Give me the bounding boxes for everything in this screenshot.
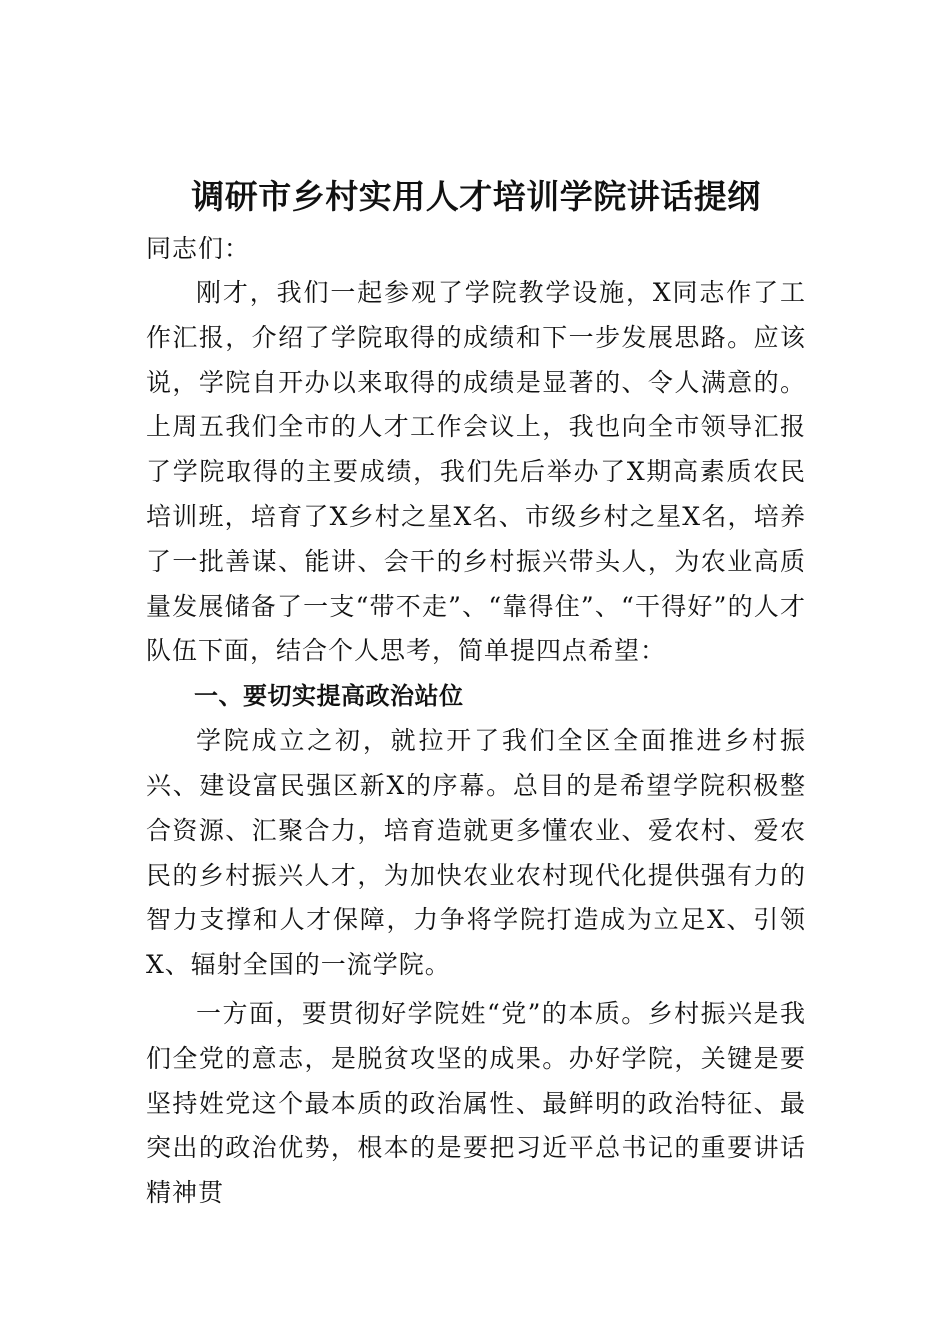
- document-body: [146, 168, 806, 1216]
- document-title: 调研市乡村实用人才培训学院讲话提纲: [191, 177, 761, 216]
- section1-paragraph-2: 一方面，要贯彻好学院姓“党”的本质。乡村振兴是我们全党的意志，是脱贫攻坚的成果。办好学院，关键是要坚持姓党这个最本质的政治属性、最鲜明的政治特征、最突出的政治优势，根本的是要把习近平总书记的重要讲话精神贯: [146, 998, 806, 1208]
- intro-paragraph: 刚才，我们一起参观了学院教学设施，X同志作了工作汇报，介绍了学院取得的成绩和下一步发展思路。应该说，学院自开办以来取得的成绩是显著的、令人满意的。上周五我们全市的人才工作会议上，我也向全市领导汇报了学院取得的主要成绩，我们先后举办了X期高素质农民培训班，培育了X乡村之星X名、市级乡村之星X名，培养了一批善谋、能讲、会干的乡村振兴带头人，为农业高质量发展储备了一支“带不走”、“靠得住”、“干得好”的人才队伍下面，结合个人思考，简单提四点希望：: [146, 278, 806, 666]
- section-heading-1: 一、要切实提高政治站位: [194, 682, 464, 711]
- section1-paragraph-1: 学院成立之初，就拉开了我们全区全面推进乡村振兴、建设富民强区新X的序幕。总目的是希望学院积极整合资源、汇聚合力，培育造就更多懂农业、爱农村、爱农民的乡村振兴人才，为加快农业农村现代化提供强有力的智力支撑和人才保障，力争将学院打造成为立足X、引领X、辐射全国的一流学院。: [146, 726, 806, 980]
- salutation: 同志们：: [146, 234, 251, 263]
